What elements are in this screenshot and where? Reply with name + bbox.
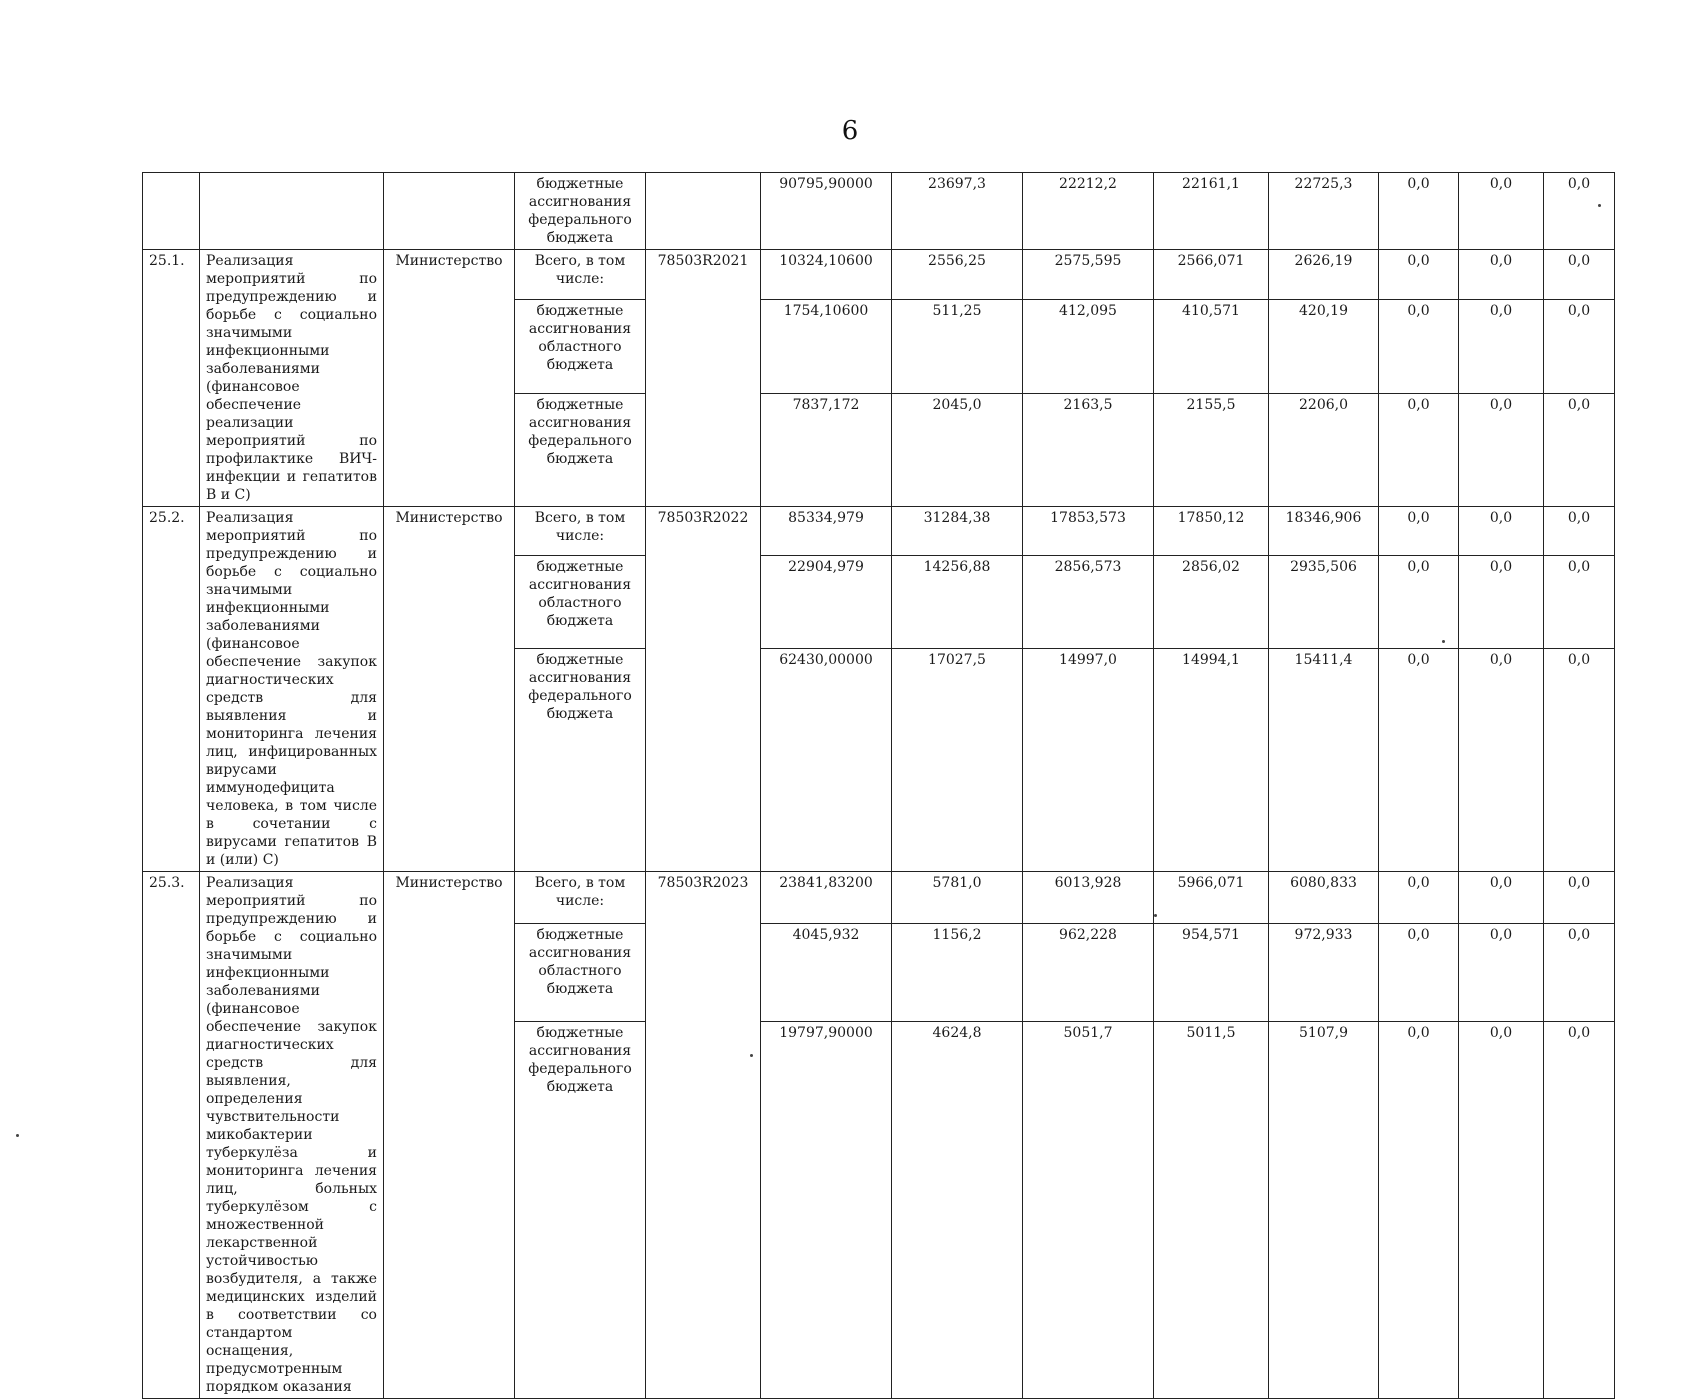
description-cell bbox=[200, 173, 384, 250]
source-cell: бюджетные ассигнования областного бюджета bbox=[515, 556, 646, 649]
executor-cell: Министерство bbox=[384, 872, 515, 1399]
value-cell: 0,0 bbox=[1459, 924, 1544, 1022]
value-cell: 23841,83200 bbox=[761, 872, 892, 924]
value-cell: 5051,7 bbox=[1023, 1021, 1154, 1398]
source-cell: бюджетные ассигнования федерального бюджета bbox=[515, 649, 646, 872]
value-cell: 0,0 bbox=[1379, 299, 1459, 393]
source-cell: бюджетные ассигнования федерального бюджета bbox=[515, 173, 646, 250]
source-cell: Всего, в том числе: bbox=[515, 507, 646, 556]
row-index-cell: 25.1. bbox=[143, 250, 200, 507]
source-cell: бюджетные ассигнования областного бюджета bbox=[515, 924, 646, 1022]
value-cell: 0,0 bbox=[1459, 393, 1544, 506]
value-cell: 2163,5 bbox=[1023, 393, 1154, 506]
code-cell: 78503R2021 bbox=[646, 250, 761, 507]
value-cell: 5011,5 bbox=[1154, 1021, 1269, 1398]
value-cell: 14997,0 bbox=[1023, 649, 1154, 872]
row-index-cell: 25.2. bbox=[143, 507, 200, 872]
budget-table bbox=[142, 172, 1615, 1399]
value-cell: 10324,10600 bbox=[761, 250, 892, 300]
value-cell: 1754,10600 bbox=[761, 299, 892, 393]
value-cell: 5781,0 bbox=[892, 872, 1023, 924]
value-cell: 0,0 bbox=[1544, 556, 1615, 649]
executor-cell: Министерство bbox=[384, 507, 515, 872]
value-cell: 2575,595 bbox=[1023, 250, 1154, 300]
value-cell: 5966,071 bbox=[1154, 872, 1269, 924]
scan-speck bbox=[16, 1134, 19, 1137]
value-cell: 22725,3 bbox=[1269, 173, 1379, 250]
value-cell: 412,095 bbox=[1023, 299, 1154, 393]
value-cell: 0,0 bbox=[1544, 173, 1615, 250]
scan-speck bbox=[1598, 204, 1601, 207]
value-cell: 0,0 bbox=[1379, 250, 1459, 300]
value-cell: 6013,928 bbox=[1023, 872, 1154, 924]
value-cell: 2566,071 bbox=[1154, 250, 1269, 300]
value-cell: 0,0 bbox=[1459, 507, 1544, 556]
value-cell: 4624,8 bbox=[892, 1021, 1023, 1398]
value-cell: 23697,3 bbox=[892, 173, 1023, 250]
value-cell: 0,0 bbox=[1459, 173, 1544, 250]
source-cell: бюджетные ассигнования федерального бюджета bbox=[515, 393, 646, 506]
scan-speck bbox=[1154, 914, 1157, 917]
source-cell: бюджетные ассигнования федерального бюджета bbox=[515, 1021, 646, 1398]
table-row bbox=[143, 173, 1615, 250]
source-cell: бюджетные ассигнования областного бюджета bbox=[515, 299, 646, 393]
source-cell: Всего, в том числе: bbox=[515, 872, 646, 924]
code-cell: 78503R2023 bbox=[646, 872, 761, 1399]
value-cell: 2556,25 bbox=[892, 250, 1023, 300]
value-cell: 15411,4 bbox=[1269, 649, 1379, 872]
value-cell: 972,933 bbox=[1269, 924, 1379, 1022]
value-cell: 0,0 bbox=[1459, 649, 1544, 872]
value-cell: 14994,1 bbox=[1154, 649, 1269, 872]
value-cell: 2856,573 bbox=[1023, 556, 1154, 649]
value-cell: 4045,932 bbox=[761, 924, 892, 1022]
value-cell: 17027,5 bbox=[892, 649, 1023, 872]
value-cell: 0,0 bbox=[1544, 393, 1615, 506]
value-cell: 1156,2 bbox=[892, 924, 1023, 1022]
row-index-cell bbox=[143, 173, 200, 250]
value-cell: 2155,5 bbox=[1154, 393, 1269, 506]
scan-speck bbox=[750, 1054, 753, 1057]
value-cell: 6080,833 bbox=[1269, 872, 1379, 924]
value-cell: 0,0 bbox=[1379, 556, 1459, 649]
description-cell: Реализация мероприятий по предупреждению и борьбе с социально значимыми инфекционными заболеваниями (финансовое обеспечение закупок диагностических средств для выявления, определения чувствительности микобактерии туберкулёза и мониторинга лечения лиц, больных туберкулёзом с множественной лекарственной устойчивостью возбудителя, а также медицинских изделий в соответствии со стандартом оснащения, предусмотренным порядком оказания bbox=[200, 872, 384, 1399]
value-cell: 0,0 bbox=[1459, 556, 1544, 649]
value-cell: 0,0 bbox=[1459, 299, 1544, 393]
value-cell: 962,228 bbox=[1023, 924, 1154, 1022]
row-index-cell: 25.3. bbox=[143, 872, 200, 1399]
value-cell: 0,0 bbox=[1379, 1021, 1459, 1398]
value-cell: 0,0 bbox=[1379, 924, 1459, 1022]
value-cell: 18346,906 bbox=[1269, 507, 1379, 556]
value-cell: 14256,88 bbox=[892, 556, 1023, 649]
value-cell: 0,0 bbox=[1544, 507, 1615, 556]
value-cell: 0,0 bbox=[1544, 250, 1615, 300]
value-cell: 0,0 bbox=[1544, 649, 1615, 872]
executor-cell: Министерство bbox=[384, 250, 515, 507]
value-cell: 0,0 bbox=[1544, 299, 1615, 393]
scan-speck bbox=[1442, 640, 1445, 643]
value-cell: 22904,979 bbox=[761, 556, 892, 649]
value-cell: 5107,9 bbox=[1269, 1021, 1379, 1398]
value-cell: 19797,90000 bbox=[761, 1021, 892, 1398]
value-cell: 31284,38 bbox=[892, 507, 1023, 556]
value-cell: 0,0 bbox=[1544, 872, 1615, 924]
value-cell: 62430,00000 bbox=[761, 649, 892, 872]
value-cell: 0,0 bbox=[1379, 507, 1459, 556]
value-cell: 22212,2 bbox=[1023, 173, 1154, 250]
value-cell: 954,571 bbox=[1154, 924, 1269, 1022]
value-cell: 2206,0 bbox=[1269, 393, 1379, 506]
value-cell: 0,0 bbox=[1544, 924, 1615, 1022]
value-cell: 17850,12 bbox=[1154, 507, 1269, 556]
value-cell: 0,0 bbox=[1379, 649, 1459, 872]
value-cell: 2045,0 bbox=[892, 393, 1023, 506]
code-cell bbox=[646, 173, 761, 250]
value-cell: 2856,02 bbox=[1154, 556, 1269, 649]
value-cell: 0,0 bbox=[1459, 872, 1544, 924]
code-cell: 78503R2022 bbox=[646, 507, 761, 872]
value-cell: 0,0 bbox=[1544, 1021, 1615, 1398]
value-cell: 420,19 bbox=[1269, 299, 1379, 393]
value-cell: 22161,1 bbox=[1154, 173, 1269, 250]
value-cell: 0,0 bbox=[1379, 393, 1459, 506]
executor-cell bbox=[384, 173, 515, 250]
source-cell: Всего, в том числе: bbox=[515, 250, 646, 300]
value-cell: 2626,19 bbox=[1269, 250, 1379, 300]
value-cell: 410,571 bbox=[1154, 299, 1269, 393]
value-cell: 17853,573 bbox=[1023, 507, 1154, 556]
table-row bbox=[143, 250, 1615, 300]
description-cell: Реализация мероприятий по предупреждению и борьбе с социально значимыми инфекционными заболеваниями (финансовое обеспечение реализации мероприятий по профилактике ВИЧ-инфекции и гепатитов В и С) bbox=[200, 250, 384, 507]
table-row bbox=[143, 872, 1615, 924]
value-cell: 90795,90000 bbox=[761, 173, 892, 250]
value-cell: 0,0 bbox=[1379, 872, 1459, 924]
value-cell: 0,0 bbox=[1379, 173, 1459, 250]
value-cell: 0,0 bbox=[1459, 1021, 1544, 1398]
page-number: 6 bbox=[841, 116, 859, 146]
value-cell: 85334,979 bbox=[761, 507, 892, 556]
table-row bbox=[143, 507, 1615, 556]
value-cell: 7837,172 bbox=[761, 393, 892, 506]
value-cell: 2935,506 bbox=[1269, 556, 1379, 649]
description-cell: Реализация мероприятий по предупреждению и борьбе с социально значимыми инфекционными заболеваниями (финансовое обеспечение закупок диагностических средств для выявления и мониторинга лечения лиц, инфицированных вирусами иммунодефицита человека, в том числе в сочетании с вирусами гепатитов В и (или) С) bbox=[200, 507, 384, 872]
value-cell: 511,25 bbox=[892, 299, 1023, 393]
value-cell: 0,0 bbox=[1459, 250, 1544, 300]
